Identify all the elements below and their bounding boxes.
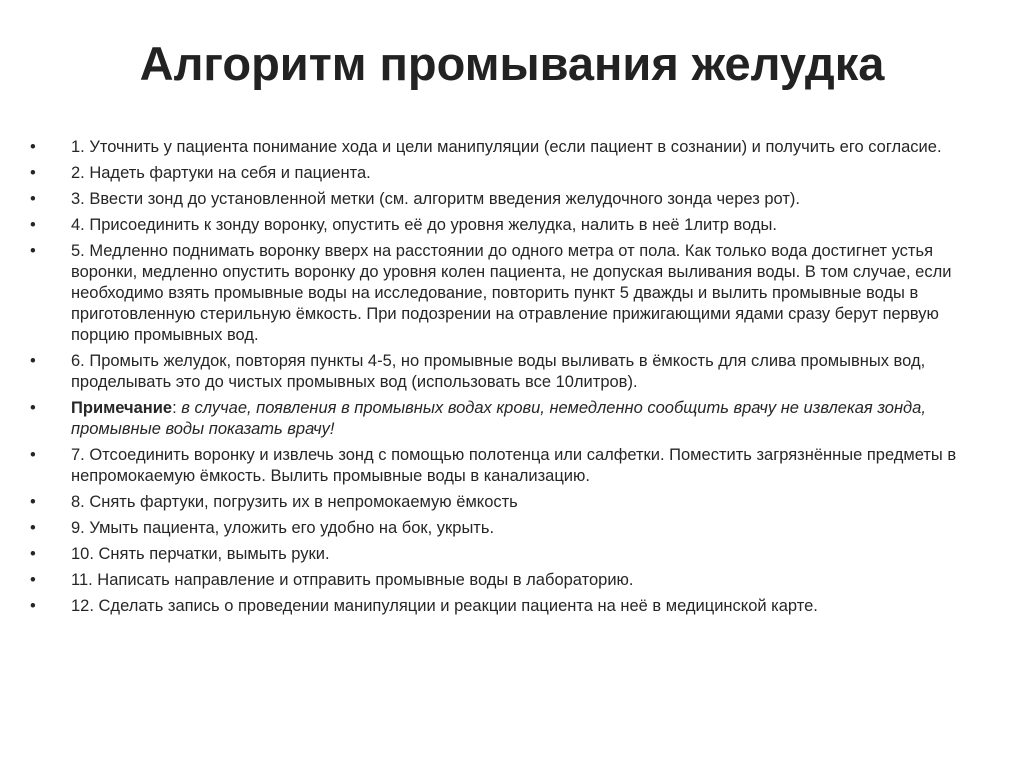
list-item: [30, 215, 990, 236]
note-item: [30, 398, 990, 440]
step-text: 11. Написать направление и отправить промывные воды в лабораторию.: [71, 571, 634, 589]
step-text: 6. Промыть желудок, повторяя пункты 4-5, но промывные воды выливать в ёмкость для слива промывных вод, проделывать это до чистых промывных вод (использовать все 10литров).: [71, 352, 926, 391]
bullet-icon: •: [30, 446, 36, 464]
step-text: 8. Снять фартуки, погрузить их в непромокаемую ёмкость: [71, 493, 518, 511]
step-text: 4. Присоединить к зонду воронку, опустить её до уровня желудка, налить в неё 1литр воды.: [71, 216, 777, 234]
note-label: Примечание: [71, 399, 173, 417]
note-colon: :: [172, 399, 182, 417]
slide-title: Алгоритм промывания желудка: [139, 37, 885, 90]
bullet-icon: •: [30, 571, 36, 589]
bullet-icon: •: [30, 138, 36, 156]
list-item: [30, 570, 990, 591]
algorithm-steps-list: [30, 137, 990, 622]
list-item: [30, 241, 990, 346]
bullet-icon: •: [30, 545, 36, 563]
step-text: 10. Снять перчатки, вымыть руки.: [71, 545, 330, 563]
list-item: [30, 351, 990, 393]
list-item: [30, 137, 990, 158]
list-item: [30, 596, 990, 617]
step-text: 7. Отсоединить воронку и извлечь зонд с помощью полотенца или салфетки. Поместить загрязнённые предметы в непромокаемую ёмкость. Вылить промывные воды в канализацию.: [71, 446, 957, 485]
list-item: [30, 518, 990, 539]
list-item: [30, 544, 990, 565]
step-text: 9. Умыть пациента, уложить его удобно на бок, укрыть.: [71, 519, 495, 537]
step-text: 2. Надеть фартуки на себя и пациента.: [71, 164, 371, 182]
step-text: 5. Медленно поднимать воронку вверх на расстоянии до одного метра от пола. Как только вода достигнет устья воронки, медленно опустить воронку до уровня колен пациента, не допуская выливания воды. В том случае, если необходимо взять промывные воды на исследование, повторить пункт 5 дважды и вылить промывные воды в приготовленную стерильную ёмкость. При подозрении на отравление прижигающими ядами сразу берут первую порцию промывных вод.: [71, 242, 952, 344]
bullet-icon: •: [30, 190, 36, 208]
note-text: в случае, появления в промывных водах крови, немедленно сообщить врачу не извлекая зонда, промывные воды показать врачу!: [71, 399, 926, 438]
bullet-icon: •: [30, 352, 36, 370]
bullet-icon: •: [30, 597, 36, 615]
list-item: [30, 492, 990, 513]
step-text: 3. Ввести зонд до установленной метки (см. алгоритм введения желудочного зонда через рот).: [71, 190, 800, 208]
list-item: [30, 445, 990, 487]
bullet-icon: •: [30, 242, 36, 260]
bullet-icon: •: [30, 399, 36, 417]
step-text: 1. Уточнить у пациента понимание хода и цели манипуляции (если пациент в сознании) и получить его согласие.: [71, 138, 942, 156]
bullet-icon: •: [30, 519, 36, 537]
bullet-icon: •: [30, 493, 36, 511]
list-item: [30, 189, 990, 210]
list-item: [30, 163, 990, 184]
step-text: 12. Сделать запись о проведении манипуляции и реакции пациента на неё в медицинской карте.: [71, 597, 818, 615]
bullet-icon: •: [30, 216, 36, 234]
bullet-icon: •: [30, 164, 36, 182]
